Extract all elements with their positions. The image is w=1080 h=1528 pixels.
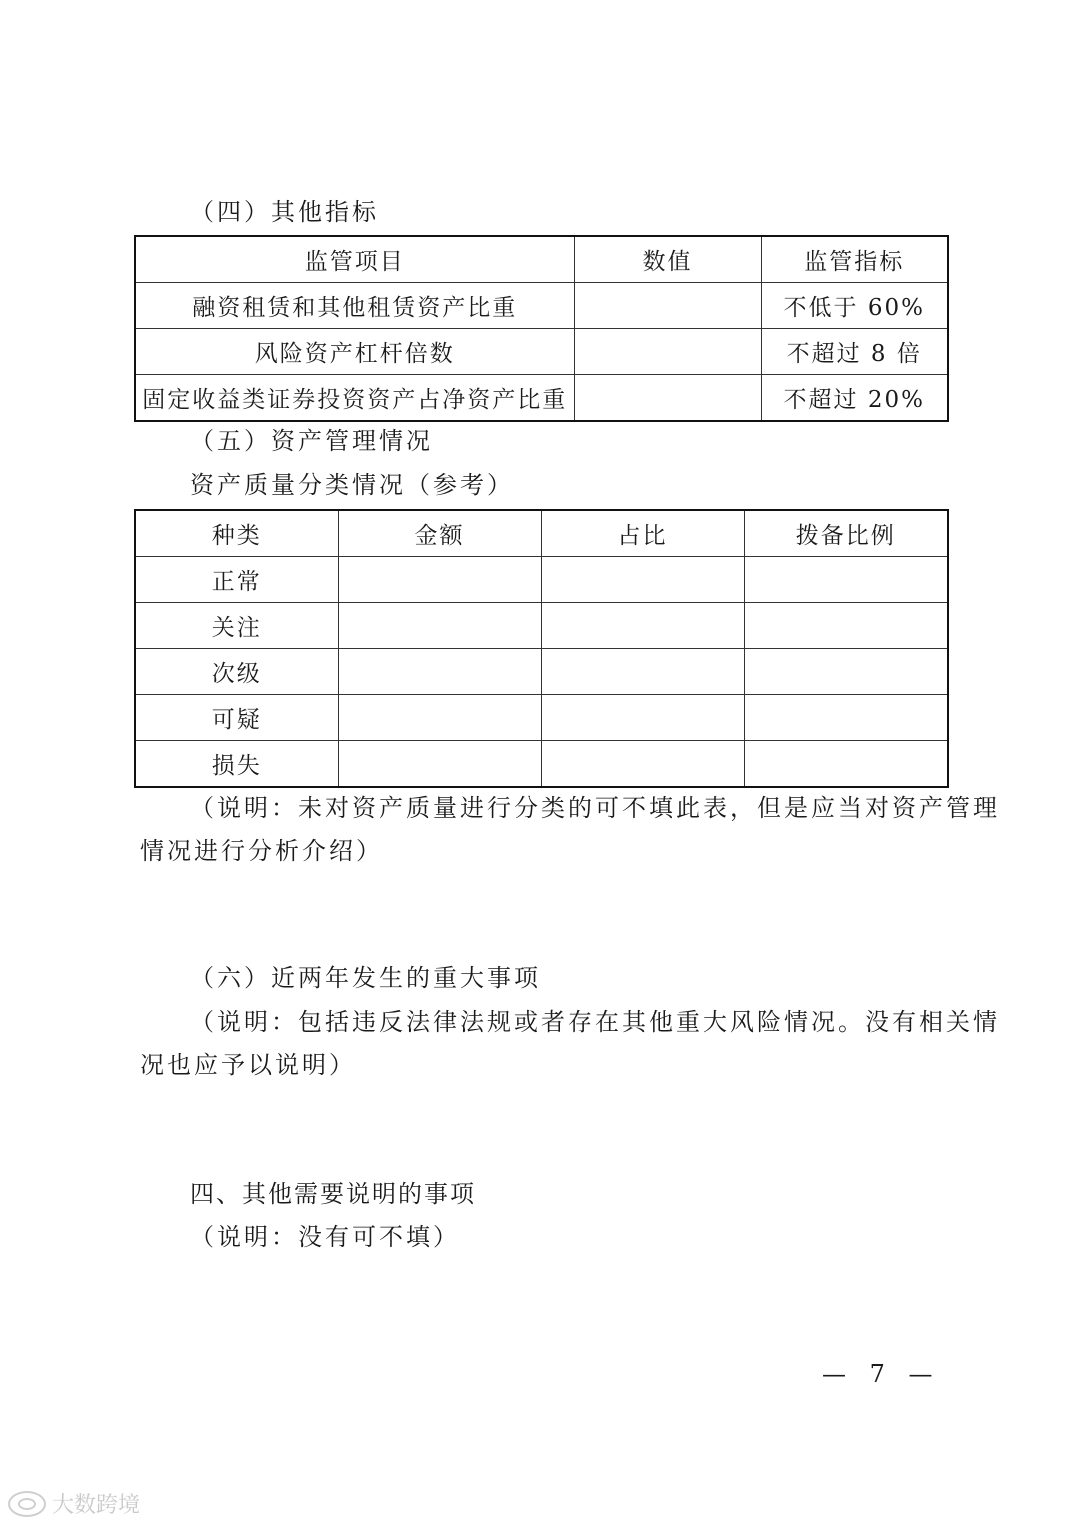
header-cell: 占比	[541, 510, 744, 557]
ratio-cell	[541, 741, 744, 788]
provision-cell	[744, 741, 948, 788]
value-cell	[574, 329, 761, 375]
header-cell: 拨备比例	[744, 510, 948, 557]
watermark	[8, 1488, 140, 1519]
amount-cell	[338, 557, 541, 603]
table-row	[135, 375, 948, 422]
events-note-line1: （说明：包括违反法律法规或者存在其他重大风险情况。没有相关情	[190, 1008, 1000, 1036]
standard-cell: 不超过 20%	[761, 375, 948, 422]
table-header-row	[135, 510, 948, 557]
category-cell: 次级	[135, 649, 338, 695]
ratio-cell	[541, 649, 744, 695]
asset-note-line1: （说明：未对资产质量进行分类的可不填此表，但是应当对资产管理	[190, 794, 1000, 822]
heading-major-events: （六）近两年发生的重大事项	[190, 964, 541, 992]
header-cell: 监管指标	[761, 236, 948, 283]
heading-other-indicators: （四）其他指标	[190, 198, 379, 226]
item-cell: 融资租赁和其他租赁资产比重	[135, 283, 574, 329]
header-cell: 种类	[135, 510, 338, 557]
table-row	[135, 741, 948, 788]
heading-other-matters: 四、其他需要说明的事项	[190, 1180, 476, 1208]
asset-note-line2: 情况进行分析介绍）	[140, 837, 383, 865]
category-cell: 关注	[135, 603, 338, 649]
standard-cell: 不超过 8 倍	[761, 329, 948, 375]
ratio-cell	[541, 603, 744, 649]
provision-cell	[744, 603, 948, 649]
header-cell: 金额	[338, 510, 541, 557]
table-row	[135, 557, 948, 603]
watermark-text: 大数跨境	[52, 1493, 141, 1518]
amount-cell	[338, 649, 541, 695]
category-cell: 可疑	[135, 695, 338, 741]
asset-quality-table	[134, 509, 949, 788]
item-cell: 风险资产杠杆倍数	[135, 329, 574, 375]
heading-asset-management: （五）资产管理情况	[190, 427, 433, 455]
item-cell: 固定收益类证券投资资产占净资产比重	[135, 375, 574, 422]
amount-cell	[338, 603, 541, 649]
standard-cell: 不低于 60%	[761, 283, 948, 329]
table-row	[135, 695, 948, 741]
table-row	[135, 329, 948, 375]
header-cell: 监管项目	[135, 236, 574, 283]
watermark-logo-icon	[8, 1491, 46, 1517]
table-row	[135, 649, 948, 695]
category-cell: 损失	[135, 741, 338, 788]
page-number: — 7 —	[822, 1360, 941, 1388]
provision-cell	[744, 649, 948, 695]
table-row	[135, 283, 948, 329]
table-row	[135, 603, 948, 649]
table-header-row	[135, 236, 948, 283]
value-cell	[574, 283, 761, 329]
provision-cell	[744, 695, 948, 741]
ratio-cell	[541, 695, 744, 741]
category-cell: 正常	[135, 557, 338, 603]
amount-cell	[338, 695, 541, 741]
provision-cell	[744, 557, 948, 603]
other-matters-note: （说明：没有可不填）	[190, 1223, 460, 1251]
other-indicators-table	[134, 235, 949, 422]
events-note-line2: 况也应予以说明）	[140, 1051, 356, 1079]
header-cell: 数值	[574, 236, 761, 283]
subheading-asset-quality: 资产质量分类情况（参考）	[190, 471, 514, 499]
value-cell	[574, 375, 761, 422]
amount-cell	[338, 741, 541, 788]
ratio-cell	[541, 557, 744, 603]
